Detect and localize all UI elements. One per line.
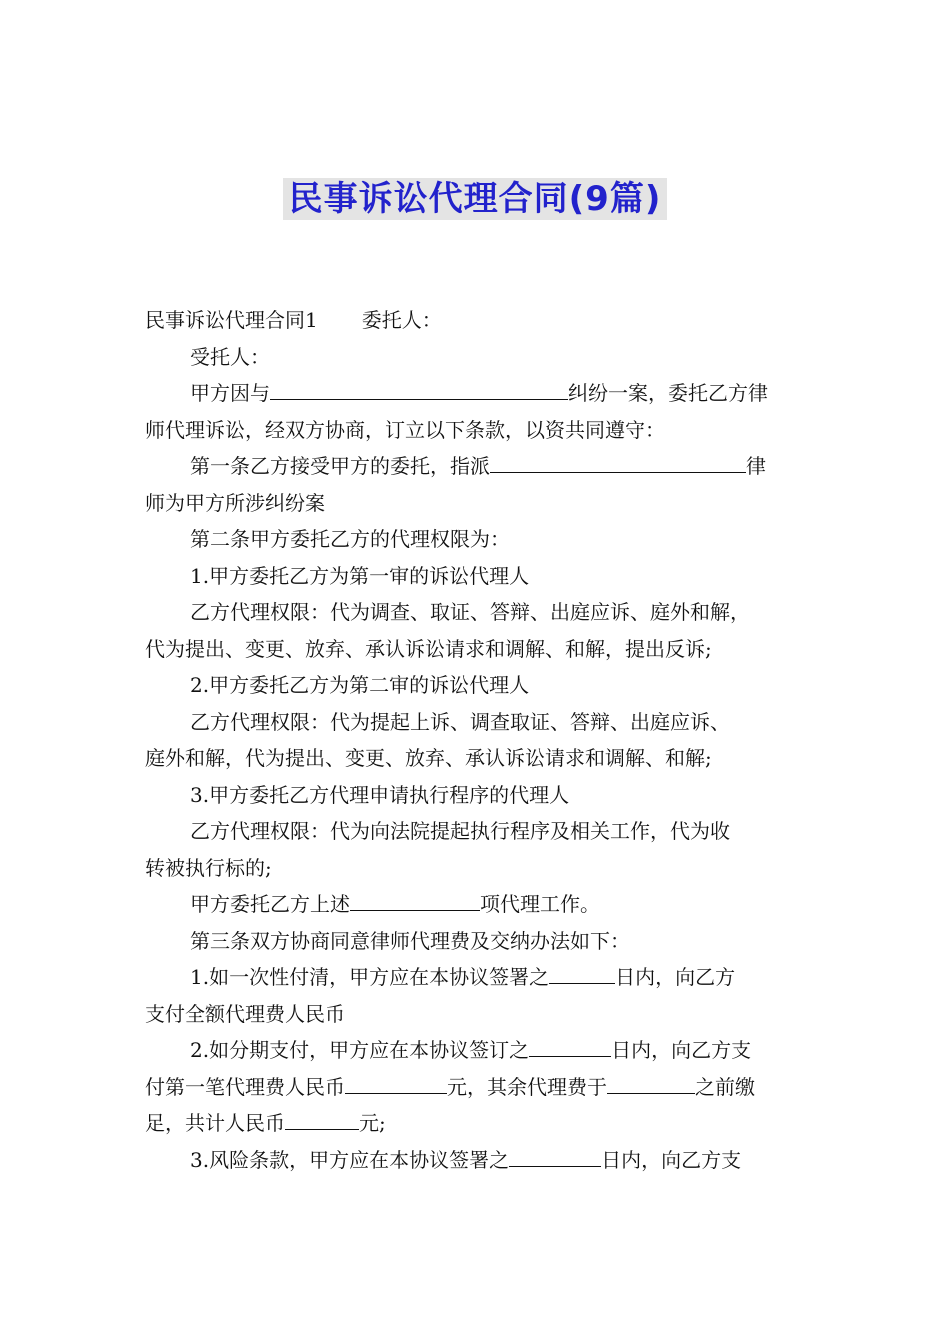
text-segment: 支付全额代理费人民币 <box>145 1001 345 1026</box>
paragraph-line <box>145 704 825 741</box>
list-item: 1.如一次性付清，甲方应在本协议签署之 <box>190 965 550 989</box>
section-heading: 第三条双方协商同意律师代理费及交纳办法如下： <box>190 928 630 953</box>
text-segment: 第一条乙方接受甲方的委托，指派 <box>190 454 490 478</box>
fill-in-blank[interactable] <box>285 1105 359 1130</box>
document-body <box>145 302 825 1178</box>
fill-in-blank[interactable] <box>607 1069 695 1094</box>
paragraph-line <box>145 1032 825 1069</box>
paragraph-line <box>145 813 825 850</box>
paragraph-line <box>145 485 825 522</box>
text-segment: 足，共计人民币 <box>145 1111 285 1135</box>
fill-in-blank[interactable] <box>549 959 615 984</box>
paragraph-line <box>145 594 825 631</box>
paragraph-line <box>145 1069 825 1106</box>
document-title: 民事诉讼代理合同(9篇) <box>283 178 668 220</box>
paragraph-line <box>145 339 825 376</box>
paragraph-line <box>145 923 825 960</box>
text-segment: 转被执行标的; <box>145 855 272 880</box>
text-segment: 日内，向乙方支 <box>601 1147 742 1172</box>
text-segment: 日内，向乙方支 <box>611 1038 752 1062</box>
fill-in-blank[interactable] <box>270 375 568 400</box>
text-segment: 纠纷一案，委托乙方律 <box>568 381 768 405</box>
paragraph-line <box>145 1142 825 1179</box>
text-segment: 元，其余代理费于 <box>447 1074 607 1099</box>
list-item: 3.甲方委托乙方代理申请执行程序的代理人 <box>190 782 570 807</box>
paragraph-line <box>145 1105 825 1142</box>
text-segment: 甲方委托乙方上述 <box>190 892 350 916</box>
paragraph-line <box>145 412 825 449</box>
contract-heading: 民事诉讼代理合同1 <box>145 308 318 332</box>
fill-in-blank[interactable] <box>345 1069 447 1094</box>
list-item: 1.甲方委托乙方为第一审的诉讼代理人 <box>190 563 530 588</box>
text-segment: 律 <box>746 454 766 478</box>
paragraph-line <box>145 886 825 923</box>
title-container <box>0 178 950 220</box>
fill-in-blank[interactable] <box>509 1142 601 1167</box>
paragraph-line <box>145 740 825 777</box>
paragraph-line <box>145 375 825 412</box>
text-segment: 乙方代理权限：代为提起上诉、调查取证、答辩、出庭应诉、 <box>190 709 730 734</box>
text-segment: 师代理诉讼，经双方协商，订立以下条款，以资共同遵守： <box>145 417 665 442</box>
paragraph-line <box>145 631 825 668</box>
paragraph-line <box>145 959 825 996</box>
text-segment: 师为甲方所涉纠纷案 <box>145 490 325 515</box>
client-label: 委托人： <box>361 308 442 332</box>
list-item: 2.如分期支付，甲方应在本协议签订之 <box>190 1038 530 1062</box>
fill-in-blank[interactable] <box>350 886 480 911</box>
fill-in-blank[interactable] <box>529 1032 611 1057</box>
paragraph-line <box>145 302 825 339</box>
paragraph-line <box>145 667 825 704</box>
list-item: 3.风险条款，甲方应在本协议签署之 <box>190 1147 510 1172</box>
trustee-label: 受托人： <box>190 344 270 369</box>
text-segment: 乙方代理权限：代为调查、取证、答辩、出庭应诉、庭外和解， <box>190 600 750 624</box>
text-segment: 代为提出、变更、放弃、承认诉讼请求和调解、和解，提出反诉; <box>145 636 712 661</box>
text-segment: 元; <box>359 1111 386 1135</box>
list-item: 2.甲方委托乙方为第二审的诉讼代理人 <box>190 673 530 697</box>
section-heading: 第二条甲方委托乙方的代理权限为： <box>190 527 510 551</box>
text-segment: 项代理工作。 <box>480 892 600 916</box>
text-segment: 甲方因与 <box>190 381 270 405</box>
paragraph-line <box>145 850 825 887</box>
paragraph-line <box>145 558 825 595</box>
text-segment: 付第一笔代理费人民币 <box>145 1074 345 1099</box>
paragraph-line <box>145 521 825 558</box>
fill-in-blank[interactable] <box>490 448 746 473</box>
text-segment: 之前缴 <box>695 1074 755 1099</box>
paragraph-line <box>145 996 825 1033</box>
text-segment: 庭外和解，代为提出、变更、放弃、承认诉讼请求和调解、和解; <box>145 746 712 770</box>
paragraph-line <box>145 777 825 814</box>
text-segment: 日内，向乙方 <box>615 965 736 989</box>
text-segment: 乙方代理权限：代为向法院提起执行程序及相关工作，代为收 <box>190 819 730 843</box>
paragraph-line <box>145 448 825 485</box>
